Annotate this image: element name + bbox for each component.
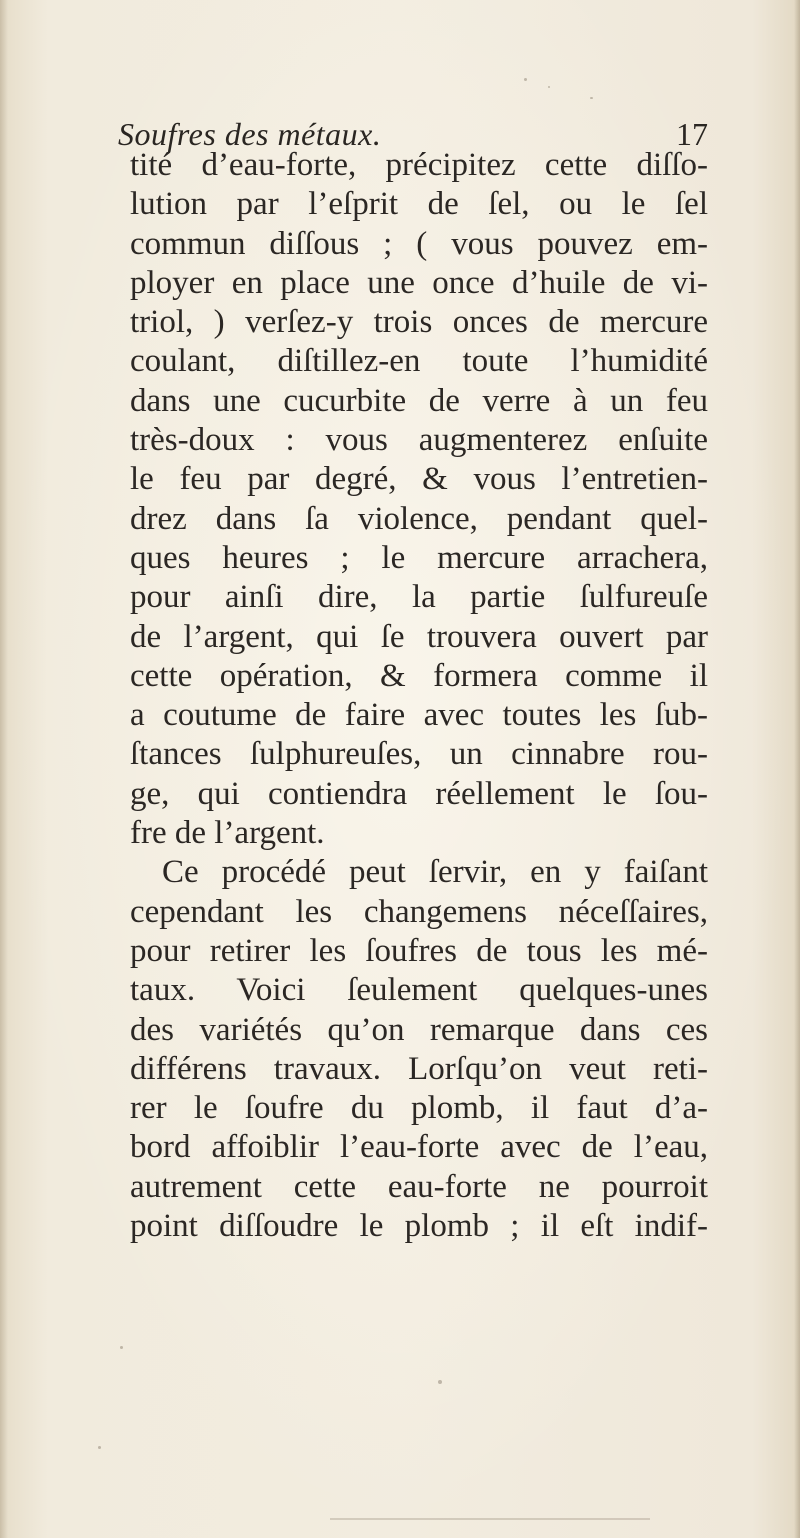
paper-speck (98, 1446, 101, 1449)
text-line: bord affoiblir l’eau-forte avec de l’eau, (130, 1129, 708, 1166)
text-line: cependant les changemens néceſſaires, (130, 893, 708, 930)
text-line: commun diſſous ; ( vous pouvez em- (130, 225, 708, 262)
paper-speck (548, 86, 550, 88)
page-edge-left (0, 0, 8, 1538)
text-line: dans une cucurbite de verre à un feu (130, 382, 708, 419)
text-line: rer le ſoufre du plomb, il faut d’a- (130, 1090, 708, 1127)
text-line: le feu par degré, & vous l’entretien- (130, 461, 708, 498)
text-line: point diſſoudre le plomb ; il eſt indif- (130, 1208, 708, 1245)
paper-speck (524, 78, 527, 81)
text-line: fre de l’argent. (130, 815, 325, 852)
text-line: cette opération, & formera comme il (130, 657, 708, 694)
text-line: taux. Voici ſeulement quelques-unes (130, 972, 708, 1009)
text-line: coulant, diſtillez-en toute l’humidité (130, 343, 708, 380)
text-line: autrement cette eau-forte ne pourroit (130, 1168, 708, 1205)
text-line: pour retirer les ſoufres de tous les mé- (130, 932, 708, 969)
text-line: lution par l’eſprit de ſel, ou le ſel (130, 186, 708, 223)
page-edge-right (794, 0, 800, 1538)
text-line: ques heures ; le mercure arrachera, (130, 539, 708, 576)
text-line: pour ainſi dire, la partie ſulfureuſe (130, 579, 708, 616)
page-bottom-mark (330, 1518, 650, 1520)
paragraph-first-line: Ce procédé peut ſervir, en y faiſant (162, 854, 708, 891)
text-line: triol, ) verſez-y trois onces de mercure (130, 304, 708, 341)
text-line: de l’argent, qui ſe trouvera ouvert par (130, 618, 708, 655)
paper-speck (438, 1380, 442, 1384)
text-line: différens travaux. Lorſqu’on veut reti- (130, 1050, 708, 1087)
body-text (130, 146, 708, 1246)
paper-speck (590, 97, 593, 99)
text-line: tité d’eau-forte, précipitez cette diſſo- (130, 147, 708, 183)
text-line: des variétés qu’on remarque dans ces (130, 1011, 708, 1048)
text-line: ge, qui contiendra réellement le ſou- (130, 775, 708, 812)
running-title: Soufres des métaux. (118, 116, 382, 152)
text-line: a coutume de faire avec toutes les ſub- (130, 697, 708, 734)
text-line: drez dans ſa violence, pendant quel- (130, 500, 708, 537)
text-line: ſtances ſulphureuſes, un cinnabre rou- (130, 736, 708, 773)
page-number: 17 (676, 116, 708, 152)
text-line: ployer en place une once d’huile de vi- (130, 264, 708, 301)
paper-speck (120, 1346, 123, 1349)
text-line: très-doux : vous augmenterez enſuite (130, 422, 708, 459)
